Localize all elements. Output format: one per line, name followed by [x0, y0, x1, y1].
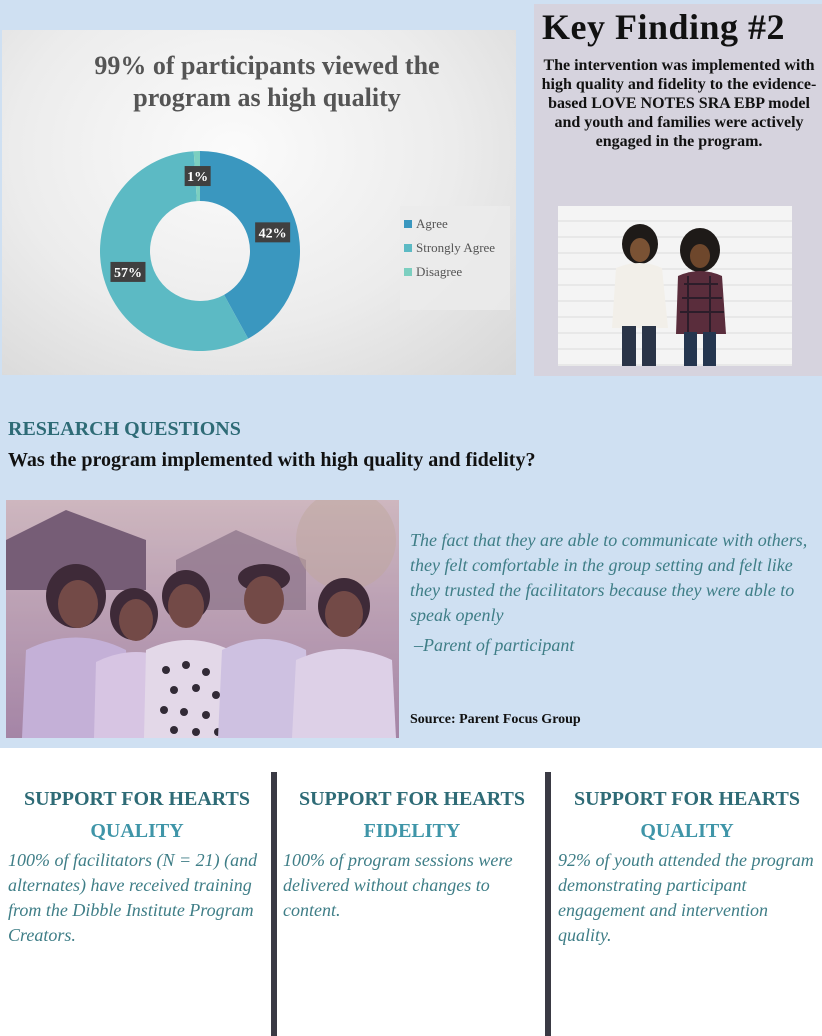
data-label-text: 1% — [187, 170, 209, 186]
support-column-quality-1 — [6, 786, 268, 948]
chart-title: 99% of participants viewed the program as high quality — [94, 51, 440, 112]
legend-item-agree — [404, 212, 506, 236]
support-column-quality-2 — [556, 786, 818, 948]
support-column-fidelity — [281, 786, 543, 923]
column-divider-2 — [545, 772, 551, 1036]
group-of-women-photo — [6, 500, 399, 738]
legend-swatch-agree — [404, 220, 412, 228]
support-text: 100% of program sessions were delivered without changes to content. — [283, 850, 513, 920]
data-label-strongly-agree — [110, 262, 145, 282]
research-question: Was the program implemented with high quality and fidelity? — [8, 449, 536, 471]
two-young-women-photo — [558, 206, 792, 366]
data-label-agree — [255, 222, 290, 242]
key-finding-text: The intervention was implemented with high quality and fidelity to the evidence-based LOVE NOTES SRA EBP model and youth and families were actively engaged in the program. — [541, 57, 817, 150]
support-subheading: QUALITY — [90, 820, 184, 842]
research-section — [0, 376, 822, 748]
quote-attribution: –Parent of participant — [414, 635, 575, 655]
support-heading: SUPPORT FOR HEARTS — [23, 788, 251, 810]
data-label-disagree — [185, 166, 211, 186]
group-women-illustration — [6, 500, 399, 738]
donut-chart — [87, 138, 313, 364]
key-finding-title: Key Finding #2 — [542, 7, 786, 47]
research-questions-label: RESEARCH QUESTIONS — [8, 418, 241, 440]
support-heading: SUPPORT FOR HEARTS — [573, 788, 801, 810]
donut-chart-panel — [2, 30, 516, 375]
legend-label-agree: Agree — [416, 216, 448, 231]
data-label-text: 57% — [113, 265, 142, 281]
parent-quote: The fact that they are able to communicate with others, they felt comfortable in the group setting and felt like they trusted the facilitators because they were able to speak openly — [410, 530, 808, 625]
two-women-illustration — [558, 206, 792, 366]
key-finding-panel — [534, 4, 822, 376]
legend-swatch-disagree — [404, 268, 412, 276]
legend-label-disagree: Disagree — [416, 264, 463, 279]
legend-swatch-strongly-agree — [404, 244, 412, 252]
support-subheading: QUALITY — [640, 820, 734, 842]
legend-item-disagree — [404, 260, 506, 284]
chart-legend — [400, 206, 510, 310]
quote-source: Source: Parent Focus Group — [410, 712, 581, 727]
column-divider-1 — [271, 772, 277, 1036]
support-text: 100% of facilitators (N = 21) (and alternates) have received training from the Dibble Institute Program Creators. — [8, 850, 258, 945]
support-text: 92% of youth attended the program demonstrating participant engagement and intervention quality. — [558, 850, 814, 945]
legend-label-strongly-agree: Strongly Agree — [416, 240, 496, 255]
support-heading: SUPPORT FOR HEARTS — [298, 788, 526, 810]
support-subheading: FIDELITY — [363, 820, 461, 842]
legend-item-strongly-agree — [404, 236, 506, 260]
data-label-text: 42% — [258, 226, 287, 242]
support-section — [0, 748, 822, 1036]
top-section — [0, 0, 822, 376]
